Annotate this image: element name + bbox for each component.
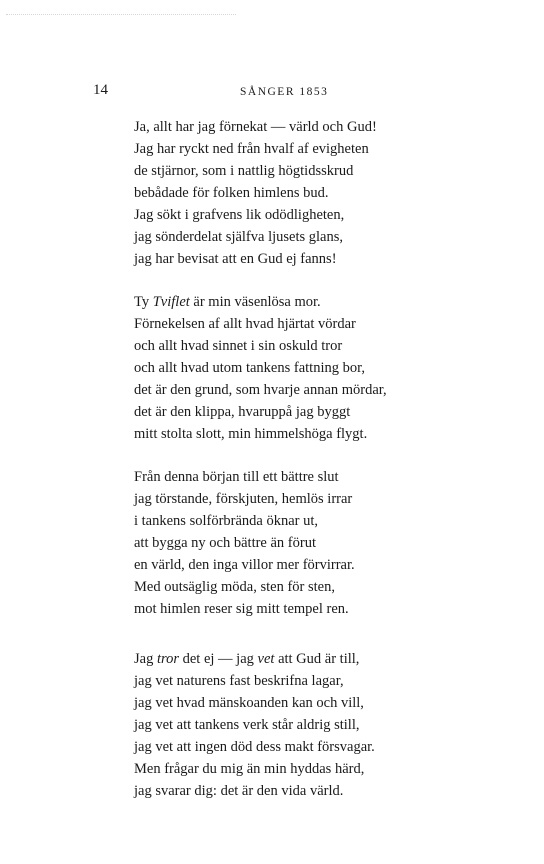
verse-line [134, 598, 534, 620]
verse-line [134, 160, 534, 182]
verse-text: jag vet naturens fast beskrifna lagar, [134, 673, 344, 689]
verse-line [134, 248, 534, 270]
verse-line [134, 423, 534, 445]
verse-line [134, 182, 534, 204]
verse-line [134, 379, 534, 401]
verse-line [134, 466, 534, 488]
verse-line [134, 488, 534, 510]
verse-line [134, 116, 534, 138]
verse-text: Med outsäglig möda, sten för sten, [134, 579, 335, 595]
verse-text: Ty [134, 294, 153, 310]
verse-text: jag vet att ingen död dess makt försvagar. [134, 739, 375, 755]
verse-text: det ej — jag [179, 651, 258, 667]
verse-line [134, 138, 534, 160]
verse-text: en värld, den inga villor mer förvirrar. [134, 557, 355, 573]
verse-text: jag törstande, förskjuten, hemlös irrar [134, 491, 353, 507]
verse-text: det är den klippa, hvaruppå jag byggt [134, 404, 351, 420]
verse-text: mitt stolta slott, min himmelshöga flygt. [134, 426, 368, 442]
verse-line [134, 291, 534, 313]
verse-text: jag svarar dig: det är den vida värld. [134, 783, 344, 799]
verse-text: Ja, allt har jag förnekat — värld och Gud! [134, 119, 377, 135]
verse-text: Jag har ryckt ned från hvalf af evigheten [134, 141, 369, 157]
verse-text: Jag [134, 651, 157, 667]
verse-line [134, 670, 534, 692]
verse-text: mot himlen reser sig mitt tempel ren. [134, 601, 349, 617]
verse-text: Från denna början till ett bättre slut [134, 469, 339, 485]
verse-text: bebådade för folken himlens bud. [134, 185, 329, 201]
verse-line [134, 357, 534, 379]
verse-text: de stjärnor, som i nattlig högtidsskrud [134, 163, 354, 179]
emphasized-word: Tviflet [152, 294, 190, 310]
verse-line [134, 554, 534, 576]
verse-text: jag vet att tankens verk står aldrig still, [134, 717, 360, 733]
verse-line [134, 714, 534, 736]
verse-text: i tankens solförbrända öknar ut, [134, 513, 319, 529]
verse-text: är min väsenlösa mor. [189, 294, 321, 310]
verse-text: jag har bevisat att en Gud ej fanns! [134, 251, 337, 267]
verse-text: och allt hvad utom tankens fattning bor, [134, 360, 365, 376]
stanza-3 [134, 466, 534, 620]
verse-text: att bygga ny och bättre än förut [134, 535, 316, 551]
verse-text: det är den grund, som hvarje annan mördar, [134, 382, 387, 398]
page-number: 14 [93, 82, 108, 98]
verse-line [134, 692, 534, 714]
verse-text: Jag sökt i grafvens lik odödligheten, [134, 207, 345, 223]
verse-text: Förnekelsen af allt hvad hjärtat vördar [134, 316, 356, 332]
verse-text: jag sönderdelat själfva ljusets glans, [134, 229, 343, 245]
verse-line [134, 204, 534, 226]
verse-line [134, 226, 534, 248]
verse-text: Men frågar du mig än min hyddas härd, [134, 761, 365, 777]
verse-text: jag vet hvad mänskoanden kan och vill, [134, 695, 364, 711]
verse-line [134, 576, 534, 598]
emphasized-word: vet [257, 651, 275, 667]
stanza-4 [134, 648, 534, 802]
running-header: SÅNGER 1853 [240, 86, 329, 98]
verse-text: och allt hvad sinnet i sin oskuld tror [134, 338, 343, 354]
verse-line [134, 780, 534, 802]
scan-artifact-line [6, 14, 236, 17]
verse-text: att Gud är till, [274, 651, 360, 667]
verse-line [134, 510, 534, 532]
stanza-2 [134, 291, 534, 445]
verse-line [134, 758, 534, 780]
emphasized-word: tror [156, 651, 179, 667]
stanza-1 [134, 116, 534, 270]
verse-line [134, 313, 534, 335]
verse-line [134, 401, 534, 423]
verse-line [134, 335, 534, 357]
verse-line [134, 648, 534, 670]
verse-line [134, 736, 534, 758]
verse-line [134, 532, 534, 554]
